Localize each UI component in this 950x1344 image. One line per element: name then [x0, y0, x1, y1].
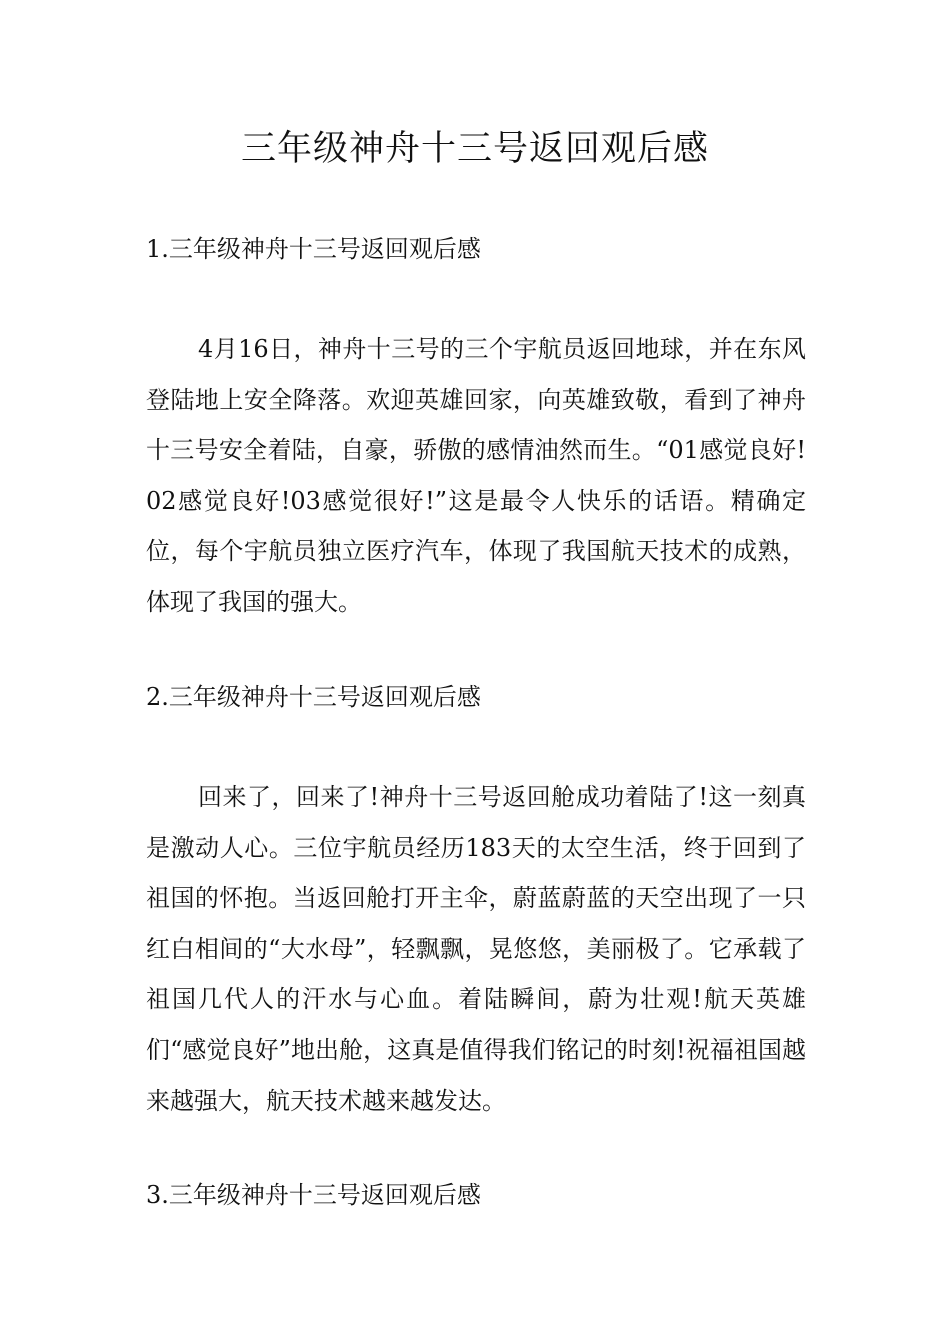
section-heading-2: 2.三年级神舟十三号返回观后感 [146, 683, 481, 711]
section-paragraph-1: 4月16日，神舟十三号的三个宇航员返回地球，并在东风登陆地上安全降落。欢迎英雄回家，向英雄致敬，看到了神舟十三号安全着陆，自豪，骄傲的感情油然而生。“01感觉良好!02感觉良好!03感觉很好!”这是最令人快乐的话语。精确定位，每个宇航员独立医疗汽车，体现了我国航天技术的成熟，体现了我国的强大。 [146, 335, 806, 616]
document-title: 三年级神舟十三号返回观后感 [240, 129, 709, 169]
section-heading-1: 1.三年级神舟十三号返回观后感 [146, 235, 481, 263]
section-heading-3: 3.三年级神舟十三号返回观后感 [146, 1181, 481, 1209]
section-paragraph-2: 回来了，回来了!神舟十三号返回舱成功着陆了!这一刻真是激动人心。三位宇航员经历183天的太空生活，终于回到了祖国的怀抱。当返回舱打开主伞，蔚蓝蔚蓝的天空出现了一只红白相间的“大水母”，轻飘飘，晃悠悠，美丽极了。它承载了祖国几代人的汗水与心血。着陆瞬间，蔚为壮观!航天英雄们“感觉良好”地出舱，这真是值得我们铭记的时刻!祝福祖国越来越强大，航天技术越来越发达。 [146, 783, 806, 1115]
